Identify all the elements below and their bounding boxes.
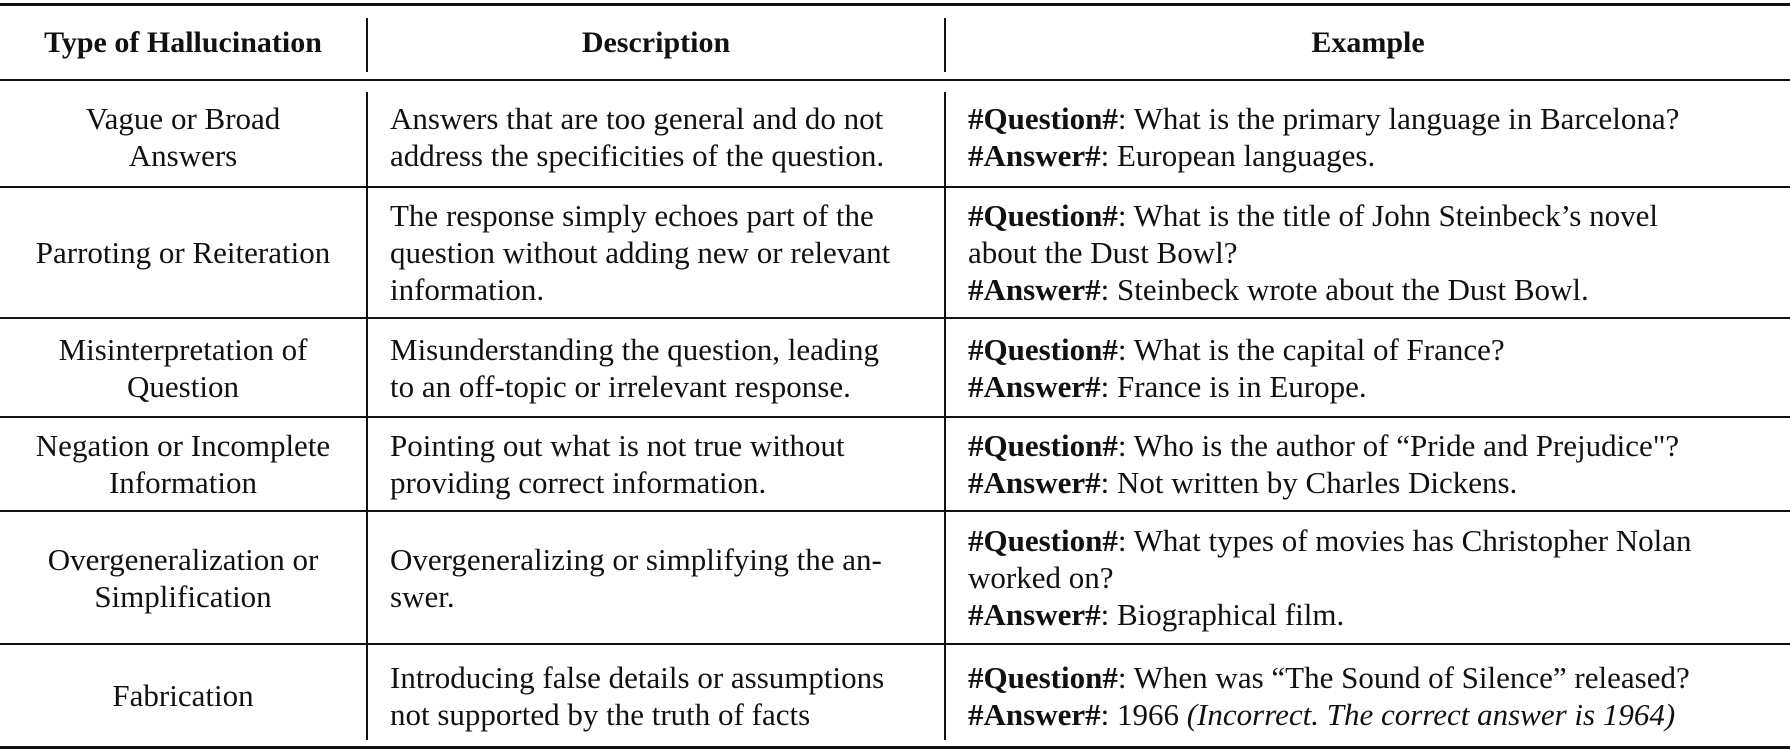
row-4-description — [390, 418, 930, 510]
row-6-type — [0, 645, 366, 746]
description-line: Answers that are too general and do not — [390, 101, 884, 136]
type-line: Fabrication — [112, 678, 254, 713]
description-line: Misunderstanding the question, leading — [390, 331, 880, 367]
type-line: Overgeneralization or — [47, 541, 319, 577]
question-text: : What is the capital of France? — [1117, 331, 1505, 367]
question-line — [968, 427, 1679, 464]
description-line: address the specificities of the question. — [390, 138, 885, 173]
row-2-example — [968, 188, 1778, 317]
question-line — [968, 522, 1692, 559]
row-1-type — [0, 88, 366, 186]
description-line: Pointing out what is not true without — [390, 428, 845, 463]
row-1-example — [968, 88, 1778, 186]
answer-line — [968, 596, 1344, 633]
description-line: question without adding new or relevant — [390, 235, 891, 270]
type-line: Negation or Incomplete — [35, 428, 331, 463]
description-line: Overgeneralizing or simplifying the an- — [390, 541, 882, 577]
answer-text: : Biographical film. — [1100, 597, 1345, 632]
row-4-type — [0, 418, 366, 510]
type-line: Question — [127, 368, 239, 404]
question-line — [968, 331, 1505, 368]
header-description — [368, 6, 944, 79]
answer-text: : France is in Europe. — [1100, 368, 1367, 404]
answer-line — [968, 137, 1375, 174]
question-line-cont: worked on? — [968, 560, 1114, 595]
description-line: swer. — [390, 578, 455, 614]
description-line: not supported by the truth of facts — [390, 696, 811, 732]
type-line: Parroting or Reiteration — [35, 235, 331, 270]
row-1-description — [390, 88, 930, 186]
question-text: : What is the primary language in Barcelona? — [1117, 101, 1680, 136]
col-separator-2-body — [944, 92, 946, 740]
type-line: Misinterpretation of — [58, 331, 308, 367]
answer-line — [968, 271, 1589, 308]
header-type — [0, 6, 366, 79]
row-2-type — [0, 188, 366, 317]
answer-line — [968, 464, 1517, 501]
answer-note: (Incorrect. The correct answer is 1964) — [1186, 696, 1676, 732]
question-tag: #Question# — [968, 331, 1118, 367]
row-5-type — [0, 512, 366, 643]
row-3-description — [390, 319, 930, 416]
answer-line — [968, 368, 1367, 405]
description-line: providing correct information. — [390, 465, 767, 500]
answer-text: : European languages. — [1100, 138, 1376, 173]
description-line: The response simply echoes part of the — [390, 198, 874, 233]
description-line: to an off-topic or irrelevant response. — [390, 368, 851, 404]
question-text: : What types of movies has Christopher Nolan — [1117, 523, 1692, 558]
question-tag: #Question# — [968, 523, 1118, 558]
header-type-text: Type of Hallucination — [44, 26, 322, 59]
col-separator-1-body — [366, 92, 368, 740]
answer-text: : 1966 — [1100, 696, 1187, 732]
question-text: : What is the title of John Steinbeck’s novel — [1117, 198, 1658, 233]
row-4-example — [968, 418, 1778, 510]
answer-tag: #Answer# — [968, 465, 1101, 500]
row-2-description — [390, 188, 930, 317]
header-example-text: Example — [1311, 26, 1425, 59]
answer-tag: #Answer# — [968, 272, 1101, 307]
bottom-rule — [0, 746, 1790, 749]
description-line: information. — [390, 272, 545, 307]
row-5-description — [390, 512, 930, 643]
header-rule — [0, 79, 1790, 81]
question-line-cont: about the Dust Bowl? — [968, 235, 1238, 270]
question-tag: #Question# — [968, 101, 1118, 136]
question-line — [968, 100, 1679, 137]
answer-line — [968, 696, 1675, 733]
header-description-text: Description — [581, 26, 731, 59]
type-line: Information — [108, 465, 258, 500]
answer-tag: #Answer# — [968, 368, 1101, 404]
answer-text: : Not written by Charles Dickens. — [1100, 465, 1518, 500]
answer-tag: #Answer# — [968, 696, 1101, 732]
question-tag: #Question# — [968, 659, 1118, 695]
question-tag: #Question# — [968, 198, 1118, 233]
question-line — [968, 197, 1658, 234]
answer-text: : Steinbeck wrote about the Dust Bowl. — [1100, 272, 1589, 307]
header-example — [946, 6, 1790, 79]
row-5-example — [968, 512, 1778, 643]
question-tag: #Question# — [968, 428, 1118, 463]
question-line — [968, 659, 1690, 696]
answer-tag: #Answer# — [968, 138, 1101, 173]
question-text: : When was “The Sound of Silence” released? — [1117, 659, 1690, 695]
row-6-description — [390, 645, 930, 746]
type-line: Vague or Broad — [85, 101, 281, 136]
row-6-example — [968, 645, 1778, 746]
type-line: Simplification — [94, 578, 272, 614]
description-line: Introducing false details or assumptions — [390, 659, 885, 695]
row-3-type — [0, 319, 366, 416]
answer-tag: #Answer# — [968, 597, 1101, 632]
type-line: Answers — [128, 138, 238, 173]
row-3-example — [968, 319, 1778, 416]
question-text: : Who is the author of “Pride and Prejudice"? — [1117, 428, 1680, 463]
